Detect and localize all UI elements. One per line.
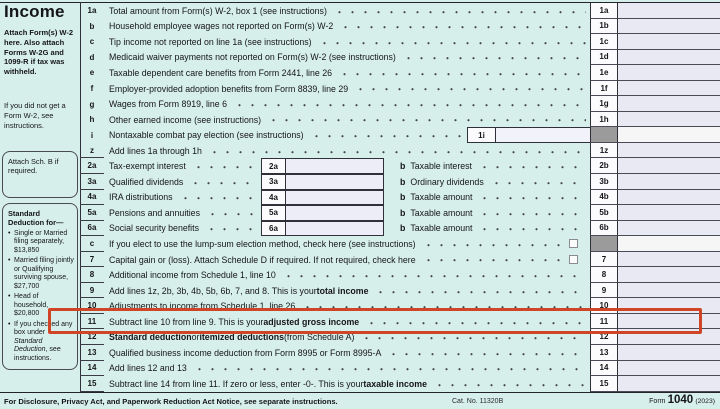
amount-field-4a[interactable] — [286, 190, 384, 206]
dot-leader — [299, 298, 586, 314]
sub-letter-b: b — [400, 161, 406, 172]
dot-leader — [231, 96, 586, 112]
amount-field-13[interactable] — [618, 345, 720, 361]
attach-schb-box — [2, 151, 78, 198]
row-10 — [80, 298, 720, 314]
attach-schb-note: Attach Sch. B if required. — [8, 157, 59, 176]
amount-field-2b[interactable] — [618, 158, 720, 174]
line-description: Qualified business income deduction from Form 8995 or Form 8995-A — [109, 347, 382, 358]
dot-leader — [476, 221, 586, 237]
line-number: 5a — [80, 205, 104, 221]
line-number: 12 — [80, 329, 104, 345]
amount-field-1b[interactable] — [618, 19, 720, 35]
line-description: Subtract line 10 from line 9. This is your — [109, 316, 264, 327]
dot-leader — [190, 158, 257, 174]
line-label: 1h — [590, 112, 618, 128]
line-description: (from Schedule A) — [284, 332, 355, 343]
line-label: 1g — [590, 96, 618, 112]
line-label: 3b — [590, 174, 618, 190]
line-description-bold: Standard deduction — [109, 332, 192, 343]
row-1e — [80, 65, 720, 81]
line-number: d — [89, 52, 95, 62]
sub-letter-b: b — [400, 223, 406, 234]
line-label: 10 — [590, 298, 618, 314]
form-footer — [0, 393, 720, 409]
dot-leader — [316, 34, 586, 50]
line-description: Add lines 12 and 13 — [109, 363, 187, 374]
dot-leader — [431, 376, 586, 392]
row-12 — [80, 329, 720, 345]
inline-label-3a: 3a — [261, 174, 286, 190]
dot-leader — [203, 221, 257, 237]
line-label: 1f — [590, 81, 618, 97]
sub-letter-b: b — [400, 207, 406, 218]
dot-leader — [177, 190, 257, 206]
amount-field-7[interactable] — [618, 252, 720, 268]
schedule-d-not-required-checkbox[interactable] — [569, 255, 578, 264]
amount-field-10[interactable] — [618, 298, 720, 314]
line-description-bold: itemized deductions — [199, 332, 284, 343]
amount-field-1e[interactable] — [618, 65, 720, 81]
line-description: Household employee wages not reported on Form(s) W-2 — [109, 21, 334, 32]
line-number: 2a — [80, 158, 104, 174]
line-number: 14 — [80, 361, 104, 377]
line-number: 15 — [80, 376, 104, 392]
row-1h — [80, 112, 720, 128]
row-6 — [80, 221, 720, 237]
amount-field-3b[interactable] — [618, 174, 720, 190]
line-description-a: IRA distributions — [109, 192, 173, 203]
line-number: h — [89, 115, 95, 125]
dot-leader — [400, 50, 586, 66]
line-description: Tip income not reported on line 1a (see instructions) — [109, 36, 312, 47]
amount-field-8[interactable] — [618, 267, 720, 283]
row-13 — [80, 345, 720, 361]
amount-field-3a[interactable] — [286, 174, 384, 190]
line-number: i — [90, 130, 94, 140]
line-description-a: Tax-exempt interest — [109, 161, 186, 172]
dot-leader — [204, 205, 257, 221]
line-number: b — [89, 21, 95, 31]
line-description: Employer-provided adoption benefits from Form 8839, line 29 — [109, 83, 349, 94]
line-label: 13 — [590, 345, 618, 361]
amount-field-6a[interactable] — [286, 221, 384, 237]
line-description: Nontaxable combat pay election (see instructions) — [109, 130, 304, 141]
dot-leader — [476, 190, 586, 206]
row-5 — [80, 205, 720, 221]
line-label: 12 — [590, 329, 618, 345]
dot-leader — [336, 65, 586, 81]
dot-leader — [352, 81, 586, 97]
catalog-number: Cat. No. 11320B — [452, 398, 504, 405]
line-label: 1z — [590, 143, 618, 159]
line-label-shaded — [590, 127, 618, 143]
line-description: Additional income from Schedule 1, line 10 — [109, 270, 276, 281]
no-w2-note: If you did not get a Form W-2, see instructions. — [4, 101, 66, 130]
inline-label-6a: 6a — [261, 221, 286, 237]
row-9 — [80, 283, 720, 299]
amount-field-5a[interactable] — [286, 205, 384, 221]
disclosure-notice: For Disclosure, Privacy Act, and Paperwork Reduction Act Notice, see separate instructions. — [4, 397, 338, 406]
row-1z — [80, 143, 720, 159]
line-label: 2b — [590, 158, 618, 174]
amount-area-blank — [618, 127, 720, 143]
line-number: 3a — [80, 174, 104, 190]
line-number: 4a — [80, 190, 104, 206]
line-label: 1c — [590, 34, 618, 50]
line-description: Other earned income (see instructions) — [109, 114, 262, 125]
amount-field-15[interactable] — [618, 376, 720, 392]
line-description: Capital gain or (loss). Attach Schedule D if required. If not required, check here — [109, 254, 416, 265]
line-label: 1e — [590, 65, 618, 81]
dot-leader — [476, 158, 586, 174]
line-description-a: Qualified dividends — [109, 176, 184, 187]
amount-field-1c[interactable] — [618, 34, 720, 50]
amount-field-1a[interactable] — [618, 3, 720, 19]
line-number: 7 — [80, 252, 104, 268]
line-number: 11 — [80, 314, 104, 330]
line-number: g — [89, 99, 95, 109]
line-label: 1a — [590, 3, 618, 19]
sub-letter-b: b — [400, 192, 406, 203]
line-number: 9 — [80, 283, 104, 299]
dot-leader — [420, 252, 561, 268]
dot-leader — [337, 19, 586, 35]
dot-leader — [187, 174, 257, 190]
amount-field-4b[interactable] — [618, 190, 720, 206]
row-4 — [80, 190, 720, 206]
line-number: e — [89, 68, 95, 78]
row-8 — [80, 267, 720, 283]
line-number: c — [80, 236, 104, 252]
line-label: 9 — [590, 283, 618, 299]
line-label: 1d — [590, 50, 618, 66]
std-ded-single: • Single or Married filing separately, $13,850 — [8, 230, 74, 256]
dot-leader — [280, 267, 586, 283]
amount-field-1g[interactable] — [618, 96, 720, 112]
lump-sum-checkbox[interactable] — [569, 239, 578, 248]
dot-leader — [372, 283, 586, 299]
line-label: 7 — [590, 252, 618, 268]
inline-label-4a: 4a — [261, 190, 286, 206]
row-11-agi — [80, 314, 720, 330]
line-description-b: Taxable interest — [410, 161, 472, 172]
row-15 — [80, 376, 720, 392]
line-label-shaded — [590, 236, 618, 252]
line-label: 8 — [590, 267, 618, 283]
row-1a — [80, 3, 720, 19]
standard-deduction-box — [2, 203, 78, 370]
line-description: Wages from Form 8919, line 6 — [109, 99, 227, 110]
attach-w2-note: Attach Form(s) W-2 here. Also attach Forms W-2G and 1099-R if tax was withheld. — [4, 28, 74, 76]
inline-label-5a: 5a — [261, 205, 286, 221]
std-ded-married: • Married filing jointly or Qualifying surviving spouse, $27,700 — [8, 257, 74, 291]
line-description-a: Social security benefits — [109, 223, 199, 234]
line-number: z — [80, 143, 104, 159]
dot-leader — [476, 205, 586, 221]
line-description: Add lines 1z, 2b, 3b, 4b, 5b, 6b, 7, and 8. This is your — [109, 285, 317, 296]
row-14 — [80, 361, 720, 377]
dot-leader — [206, 143, 586, 159]
line-description: Subtract line 14 from line 11. If zero or less, enter -0-. This is your — [109, 378, 364, 389]
row-1g — [80, 96, 720, 112]
dot-leader — [488, 174, 586, 190]
line-description: Medicaid waiver payments not reported on Form(s) W-2 (see instructions) — [109, 52, 396, 63]
row-1b — [80, 19, 720, 35]
left-margin-sidebar — [0, 0, 80, 392]
dot-leader — [331, 3, 586, 19]
line-number: c — [89, 37, 95, 47]
amount-field-11[interactable] — [618, 314, 720, 330]
dot-leader — [363, 314, 586, 330]
row-1d — [80, 50, 720, 66]
line-description: Adjustments to income from Schedule 1, line 26 — [109, 301, 296, 312]
inline-label-2a: 2a — [261, 158, 286, 174]
standard-deduction-title: Standard Deduction for— — [8, 209, 64, 228]
line-label: 4b — [590, 190, 618, 206]
line-label: 14 — [590, 361, 618, 377]
line-number: 10 — [80, 298, 104, 314]
line-description-b: Taxable amount — [410, 223, 473, 234]
form-identifier: Form 1040 (2023) — [649, 394, 715, 406]
row-3 — [80, 174, 720, 190]
dot-leader — [191, 361, 586, 377]
line-number: 6a — [80, 221, 104, 237]
section-title: Income — [4, 2, 65, 21]
std-ded-checked-note: • If you checked any box under Standard Deduction, see instructions. — [8, 321, 74, 364]
amount-area-blank — [618, 236, 720, 252]
inline-label-1i: 1i — [467, 127, 496, 143]
line-label: 5b — [590, 205, 618, 221]
line-description-bold: adjusted gross income — [263, 316, 360, 327]
dot-leader — [385, 345, 586, 361]
line-description-a: Pensions and annuities — [109, 207, 200, 218]
line-number: 8 — [80, 267, 104, 283]
line-label: 1b — [590, 19, 618, 35]
income-lines-table — [80, 3, 720, 392]
row-2 — [80, 158, 720, 174]
dot-leader — [420, 236, 561, 252]
amount-field-5b[interactable] — [618, 205, 720, 221]
line-description-bold: total income — [316, 285, 369, 296]
dot-leader — [308, 127, 463, 143]
line-description-b: Taxable amount — [410, 207, 473, 218]
line-description: Total amount from Form(s) W-2, box 1 (see instructions) — [109, 5, 327, 16]
line-description-b: Ordinary dividends — [410, 176, 484, 187]
amount-field-12[interactable] — [618, 329, 720, 345]
line-label: 6b — [590, 221, 618, 237]
line-label: 11 — [590, 314, 618, 330]
line-number: 1a — [87, 6, 97, 16]
line-description: Taxable dependent care benefits from Form 2441, line 26 — [109, 67, 332, 78]
line-description-bold: taxable income — [363, 378, 427, 389]
row-1i — [80, 127, 720, 143]
dot-leader — [358, 329, 586, 345]
line-description: or — [191, 332, 200, 343]
line-label: 15 — [590, 376, 618, 392]
row-6c — [80, 236, 720, 252]
line-description: Add lines 1a through 1h — [109, 145, 202, 156]
amount-field-1h[interactable] — [618, 112, 720, 128]
sub-letter-b: b — [400, 176, 406, 187]
amount-field-2a[interactable] — [286, 158, 384, 174]
line-number: 13 — [80, 345, 104, 361]
row-1f — [80, 81, 720, 97]
combat-pay-field-1i[interactable] — [496, 127, 590, 143]
std-ded-hoh: • Head of household, $20,800 — [8, 293, 74, 319]
line-description-b: Taxable amount — [410, 192, 473, 203]
dot-leader — [265, 112, 586, 128]
amount-field-6b[interactable] — [618, 221, 720, 237]
amount-field-1d[interactable] — [618, 50, 720, 66]
amount-field-9[interactable] — [618, 283, 720, 299]
amount-field-1z[interactable] — [618, 143, 720, 159]
line-description: If you elect to use the lump-sum election method, check here (see instructions) — [109, 238, 416, 249]
amount-field-14[interactable] — [618, 361, 720, 377]
line-number: f — [90, 84, 94, 93]
row-7 — [80, 252, 720, 268]
amount-field-1f[interactable] — [618, 81, 720, 97]
row-1c — [80, 34, 720, 50]
